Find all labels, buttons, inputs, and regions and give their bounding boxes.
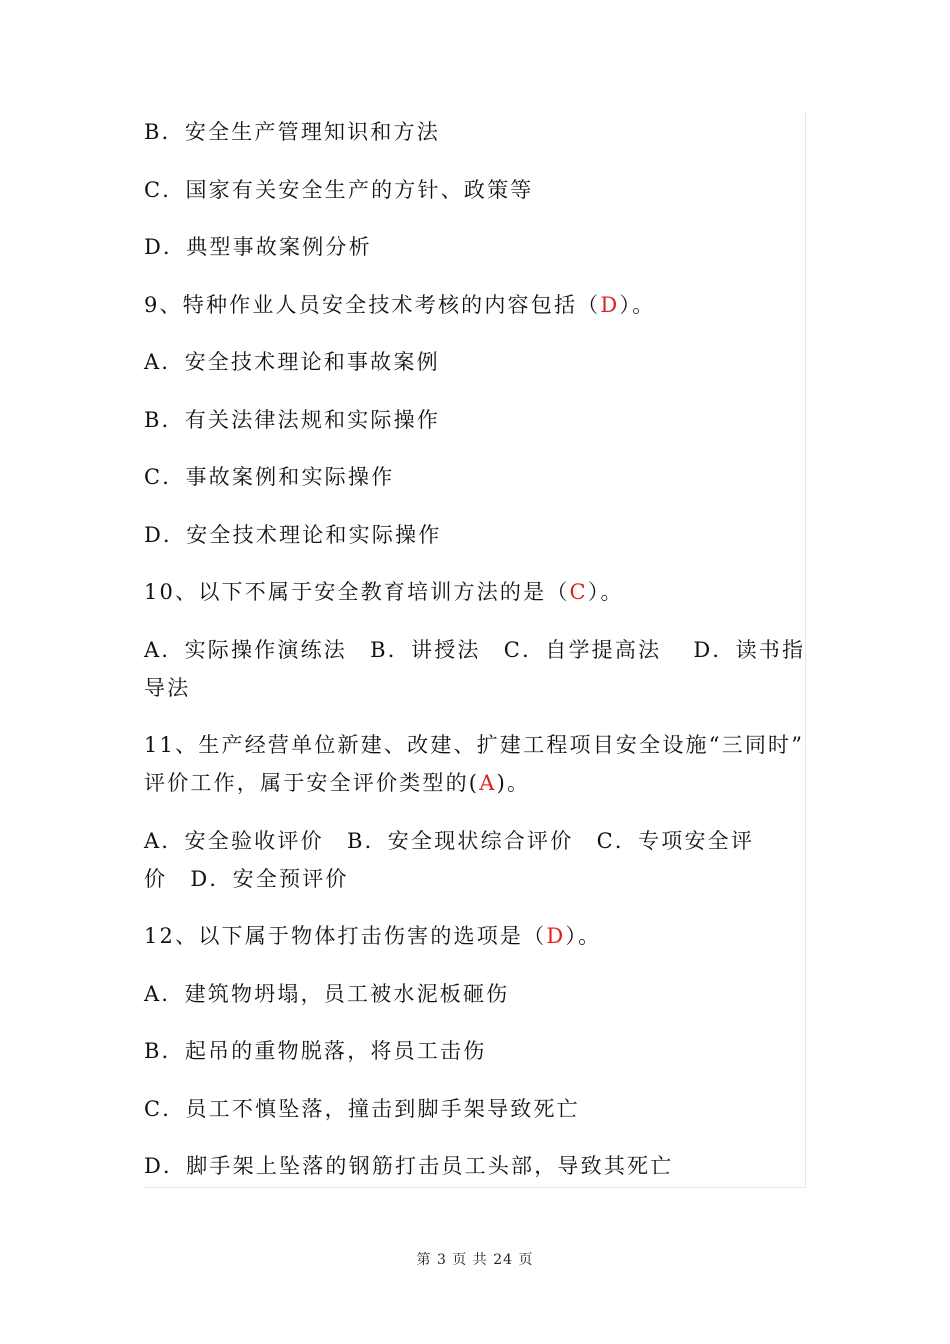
- option-12b: B．起吊的重物脱落，将员工击伤: [144, 1039, 487, 1063]
- question-9-answer: D: [600, 292, 620, 317]
- option-12a: A．建筑物坍塌，员工被水泥板砸伤: [144, 981, 510, 1006]
- question-12: [144, 917, 814, 955]
- question-11-answer: A: [479, 771, 497, 795]
- question-11-line2: [144, 764, 814, 802]
- question-9-text: 9、特种作业人员安全技术考核的内容包括（: [144, 292, 601, 317]
- options-10-line2: 导法: [144, 675, 191, 700]
- options-11-line1: A．安全验收评价 B．安全现状综合评价 C．专项安全评: [144, 828, 755, 853]
- option-8b: B．安全生产管理知识和方法: [144, 120, 441, 144]
- option-9d: D．安全技术理论和实际操作: [144, 522, 442, 547]
- question-11-line1: 11、生产经营单位新建、改建、扩建工程项目安全设施“三同时”: [144, 733, 805, 757]
- option-8d: D．典型事故案例分析: [144, 235, 372, 259]
- question-10-answer: C: [569, 580, 588, 604]
- option-9b: B．有关法律法规和实际操作: [144, 407, 441, 432]
- question-11-text: 评价工作，属于安全评价类型的(: [144, 771, 480, 795]
- question-11-end: )。: [496, 771, 531, 795]
- option-9a: A．安全技术理论和事故案例: [144, 350, 440, 374]
- question-12-end: ）。: [565, 924, 602, 948]
- question-10-end: ）。: [587, 580, 624, 604]
- options-10-line1: A．实际操作演练法 B．讲授法 C．自学提高法 D．读书指: [144, 637, 806, 662]
- question-10: [144, 573, 814, 611]
- question-10-text: 10、以下不属于安全教育培训方法的是（: [144, 580, 570, 604]
- options-11-line2: 价 D．安全预评价: [144, 866, 349, 891]
- option-12c: C．员工不慎坠落，撞击到脚手架导致死亡: [144, 1096, 580, 1121]
- question-9-end: ）。: [619, 292, 656, 317]
- option-8c: C．国家有关安全生产的方针、政策等: [144, 177, 534, 202]
- page-number-footer: 第 3 页 共 24 页: [416, 1252, 534, 1268]
- option-9c: C．事故案例和实际操作: [144, 465, 395, 489]
- question-12-text: 12、以下属于物体打击伤害的选项是（: [144, 924, 547, 948]
- question-12-answer: D: [546, 924, 566, 948]
- page-frame-bottom-border: [143, 1187, 806, 1188]
- option-12d: D．脚手架上坠落的钢筋打击员工头部，导致其死亡: [144, 1154, 674, 1178]
- question-9: [144, 286, 814, 324]
- document-body: [144, 113, 814, 1185]
